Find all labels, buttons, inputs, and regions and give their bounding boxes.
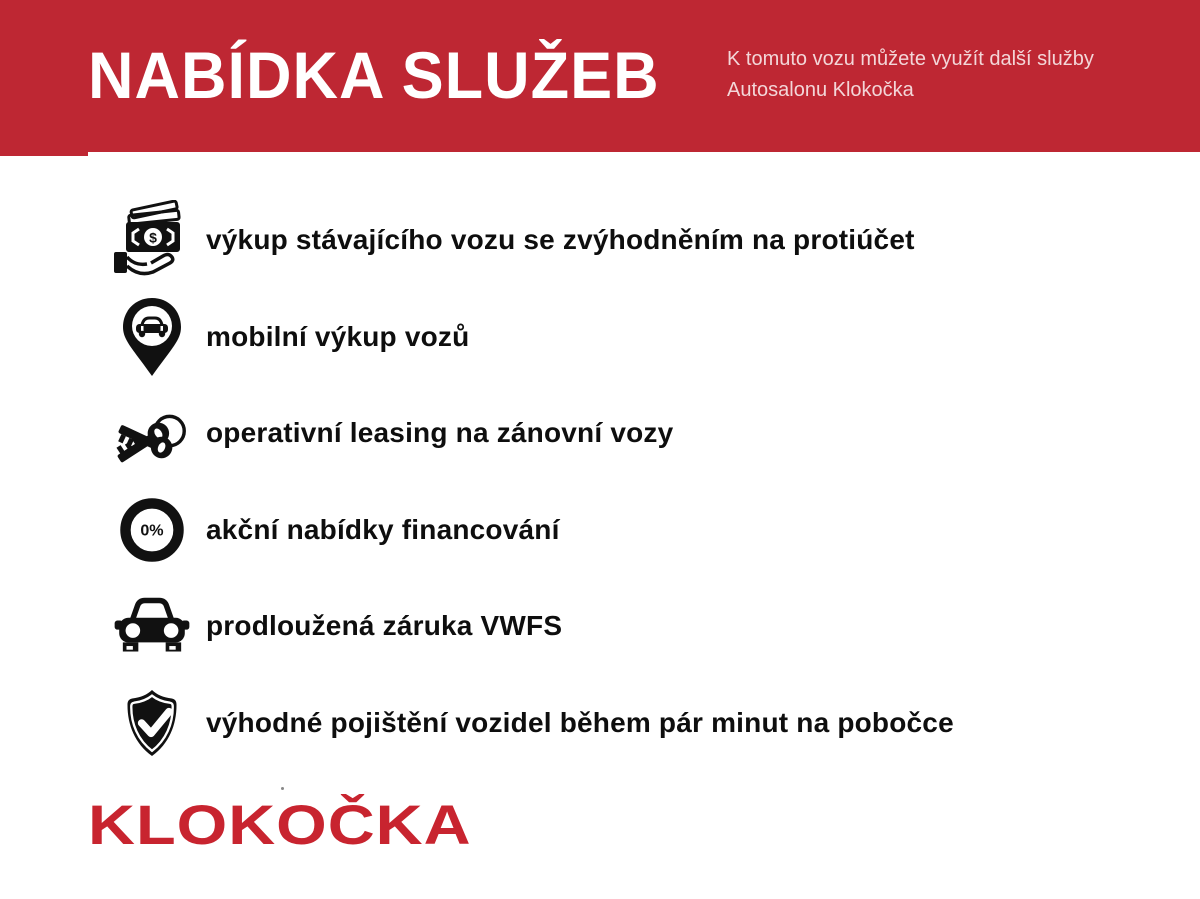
header-band-step — [0, 152, 88, 156]
shield-check-icon — [110, 677, 194, 769]
zero-percent-text: 0% — [140, 521, 164, 540]
zero-percent-icon — [110, 484, 194, 576]
klokocka-logo: KLOKOČKA — [88, 793, 472, 856]
car-icon — [110, 580, 194, 672]
cash-in-hand-icon — [110, 194, 194, 286]
car-keys-icon — [110, 387, 194, 479]
service-label: mobilní výkup vozů — [206, 320, 470, 352]
list-item — [110, 192, 1110, 289]
service-label: výhodné pojištění vozidel během pár minut na pobočce — [206, 706, 954, 738]
dollar-sign: $ — [149, 229, 157, 246]
list-item — [110, 385, 1110, 482]
header-band — [0, 0, 1200, 152]
header-note — [727, 44, 1094, 106]
header-note-line1: K tomuto vozu můžete využít další služby — [727, 48, 1094, 70]
services-list — [110, 192, 1110, 771]
list-item — [110, 482, 1110, 579]
list-item — [110, 289, 1110, 386]
service-label: výkup stávajícího vozu se zvýhodněním na protiúčet — [206, 224, 915, 256]
service-label: operativní leasing na zánovní vozy — [206, 417, 674, 449]
list-item — [110, 578, 1110, 675]
small-dot — [281, 787, 284, 790]
service-label: akční nabídky financování — [206, 513, 560, 545]
list-item — [110, 675, 1110, 772]
header-note-line2: Autosalonu Klokočka — [727, 79, 914, 101]
service-label: prodloužená záruka VWFS — [206, 610, 563, 642]
page-title: NABÍDKA SLUŽEB — [88, 39, 660, 113]
car-location-pin-icon — [110, 291, 194, 383]
